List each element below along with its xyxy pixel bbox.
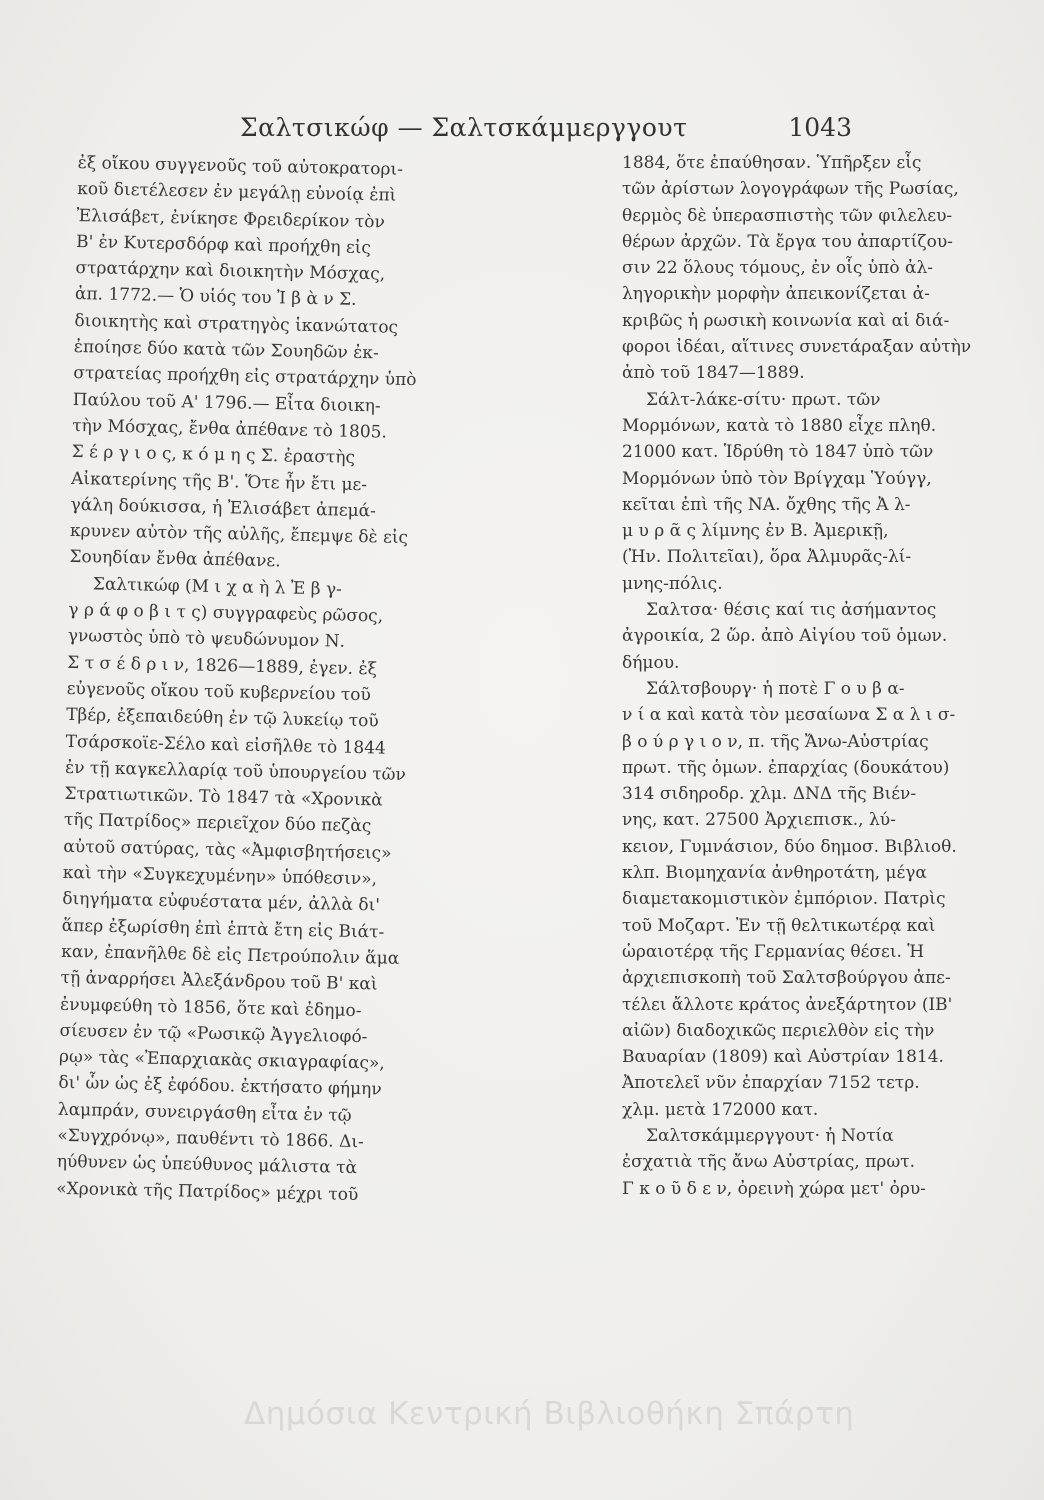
page-number: 1043	[788, 113, 852, 142]
text-line: σιν 22 ὅλους τόμους, ἐν οἷς ὑπὸ ἀλ-	[622, 258, 933, 279]
text-line: Ἀποτελεῖ νῦν ἐπαρχίαν 7152 τετρ.	[622, 1073, 920, 1094]
text-line: πρωτ. τῆς ὁμων. ἐπαρχίας (δουκάτου)	[622, 757, 950, 778]
text-line: γ ρ ά φ ο β ι τ ς) συγγραφεὺς ρῶσος,	[68, 599, 384, 627]
text-line: Μορμόνων, κατὰ τὸ 1880 εἶχε πληθ.	[622, 415, 937, 436]
text-line: Βαυαρίαν (1809) καὶ Αὐστρίαν 1814.	[622, 1047, 944, 1068]
text-line: Τσάρσκοϊε-Σέλο καὶ εἰσῆλθε τὸ 1844	[65, 731, 387, 759]
text-line: ἀρχιεπισκοπὴ τοῦ Σαλτσβούργου ἀπε-	[622, 968, 951, 989]
text-line: β ο ύ ρ γ ι ο ν, π. τῆς Ἄνω-Αὐστρίας	[622, 731, 929, 752]
text-line: Σ έ ρ γ ι ο ς, κ ό μ η ς Σ. ἐραστὴς	[71, 442, 356, 469]
text-line: φοροι ἰδέαι, αἵτινες συνετάραξαν αὐτὴν	[622, 337, 972, 358]
text-line: Μορμόνων ὑπὸ τὸν Βρίγχαμ Ὑούγγ,	[622, 468, 932, 489]
page-title: Σαλτσικώφ — Σαλτσκάμμεργγουτ	[240, 113, 688, 142]
text-line: 21000 κατ. Ἱδρύθη τὸ 1847 ὑπὸ τῶν	[622, 442, 934, 463]
left-column	[56, 150, 446, 1209]
text-line: Σάλτ-λάκε-σίτυ· πρωτ. τῶν	[646, 389, 881, 410]
right-column	[622, 150, 990, 1202]
text-line: γνωστὸς ὑπὸ τὸ ψευδώνυμον Ν.	[67, 626, 346, 653]
text-line: «Χρονικὰ τῆς Πατρίδος» μέχρι τοῦ	[56, 1178, 359, 1205]
text-line: Τβέρ, ἐξεπαιδεύθη ἐν τῷ λυκείῳ τοῦ	[65, 705, 379, 732]
text-line: Γ κ ο ῦ δ ε ν, ὀρεινὴ χώρα μετ' ὀρυ-	[622, 1178, 926, 1199]
text-line: ἀγροικία, 2 ὥρ. ἀπὸ Αἰγίου τοῦ ὁμων.	[622, 626, 948, 647]
text-line: τέλει ἄλλοτε κράτος ἀνεξάρτητον (ΙΒ'	[622, 994, 953, 1015]
text-line: νης, κατ. 27500 Ἀρχιεπισκ., λύ-	[622, 810, 896, 831]
text-line: Αἰκατερίνης τῆς Β'. Ὅτε ἦν ἔτι με-	[70, 468, 368, 495]
text-line: τῶν ἀρίστων λογογράφων τῆς Ρωσίας,	[622, 179, 959, 200]
text-line: κειον, Γυμνάσιον, δύο δημοσ. Βιβλιοθ.	[622, 836, 957, 857]
text-line: 314 σιδηροδρ. χλμ. ΔΝΔ τῆς Βιέν-	[622, 784, 917, 805]
text-line: ἐνυμφεύθη τὸ 1856, ὅτε καὶ ἐδημο-	[59, 994, 362, 1021]
text-line: ηύθυνεν ὡς ὑπεύθυνος μάλιστα τὰ	[56, 1152, 358, 1179]
text-line: ρῳ» τὰς «Ἐπαρχιακὰς σκιαγραφίας»,	[58, 1046, 386, 1074]
text-line: εὐγενοῦς οἴκου τοῦ κυβερνείου τοῦ	[66, 678, 372, 706]
text-line: τοῦ Μοζαρτ. Ἐν τῇ θελτικωτέρᾳ καὶ	[622, 915, 936, 936]
text-line: μ υ ρ ᾶ ς λίμνης ἐν Β. Ἀμερικῇ,	[622, 521, 889, 542]
text-line: τῇ ἀναρρήσει Ἀλεξάνδρου τοῦ Β' καὶ	[60, 968, 378, 995]
text-line: Β' ἐν Κυτερσδόρφ καὶ προήχθη εἰς	[75, 231, 372, 259]
text-line: στρατείας προήχθη εἰς στρατάρχην ὑπὸ	[73, 363, 417, 391]
text-line: Σουηδίαν ἔνθα ἀπέθανε.	[69, 547, 281, 572]
text-line: λαμπράν, συνειργάσθη εἶτα ἐν τῷ	[57, 1099, 352, 1126]
text-line: θερμὸς δὲ ὑπερασπιστὴς τῶν φιλελευ-	[622, 205, 953, 226]
text-line: Παύλου τοῦ Α' 1796.— Εἶτα διοικη-	[72, 389, 381, 417]
library-watermark: Δημόσια Κεντρική Βιβλιοθήκη Σπάρτη	[244, 1396, 855, 1432]
text-line: σίευσεν ἐν τῷ «Ρωσικῷ Ἀγγελιοφό-	[59, 1020, 368, 1048]
text-line: διοικητὴς καὶ στρατηγὸς ἱκανώτατος	[74, 310, 399, 338]
text-line: στρατάρχην καὶ διοικητὴν Μόσχας,	[75, 258, 386, 285]
text-line: χλμ. μετὰ 172000 κατ.	[622, 1099, 819, 1120]
text-line: δήμου.	[622, 652, 680, 673]
text-line: δι' ὧν ὡς ἐξ ἐφόδου. ἐκτήσατο φήμην	[58, 1073, 382, 1100]
text-line: ἐξ οἴκου συγγενοῦς τοῦ αὐτοκρατορι-	[77, 152, 404, 180]
text-line: ἐν τῇ καγκελλαρίᾳ τοῦ ὑπουργείου τῶν	[64, 757, 406, 785]
text-line: κλπ. Βιομηχανία ἀνθηροτάτη, μέγα	[622, 863, 927, 884]
text-line: «Συγχρόνῳ», παυθέντι τὸ 1866. Δι-	[57, 1125, 364, 1153]
text-line: Ἐλισάβετ, ἐνίκησε Φρειδερίκον τὸν	[76, 205, 386, 233]
text-line: καν, ἐπανῆλθε δὲ εἰς Πετρούπολιν ἅμα	[60, 941, 400, 969]
text-line: 1884, ὅτε ἐπαύθησαν. Ὑπῆρξεν εἷς	[622, 153, 922, 173]
text-line: θέρων ἀρχῶν. Τὰ ἔργα του ἀπαρτίζου-	[622, 231, 953, 252]
text-line: καὶ τὴν «Συγκεχυμένην» ὑπόθεσιν»,	[62, 862, 378, 890]
text-line: Σάλτσβουργ· ἡ ποτὲ Γ ο υ β α-	[646, 678, 905, 699]
text-line: Σ τ σ έ δ ρ ι ν, 1826—1889, ἐγεν. ἐξ	[67, 652, 378, 680]
text-line: τῆς Πατρίδος» περιεῖχον δύο πεζὰς	[63, 810, 372, 837]
text-line: (Ἠν. Πολιτεῖαι), ὅρα Ἀλμυρᾶς-λί-	[622, 547, 912, 568]
text-line: ἅπερ ἐξωρίσθη ἐπὶ ἑπτὰ ἔτη εἰς Βιάτ-	[61, 915, 385, 943]
text-line: μνης-πόλις.	[622, 573, 723, 594]
text-line: Σαλτσκάμμεργγουτ· ἡ Νοτία	[646, 1125, 894, 1146]
text-line: ν ί α καὶ κατὰ τὸν μεσαίωνα Σ α λ ι σ-	[622, 705, 956, 726]
text-line: γάλη δούκισσα, ἡ Ἐλισάβετ ἀπεμά-	[70, 494, 377, 522]
text-line: κοῦ διετέλεσεν ἐν μεγάλῃ εὐνοίᾳ ἐπὶ	[76, 179, 397, 206]
text-line: διαμετακομιστικὸν ἐμπόριον. Πατρὶς	[622, 889, 946, 910]
text-line: ὡραιοτέρᾳ τῆς Γερμανίας θέσει. Ἡ	[622, 941, 925, 962]
text-line: ἀπ. 1772.— Ὁ υἱός του Ἰ β ὰ ν Σ.	[74, 284, 357, 311]
text-line: ἐποίησε δύο κατὰ τῶν Σουηδῶν ἐκ-	[73, 337, 379, 364]
text-line: κεῖται ἐπὶ τῆς ΝΑ. ὄχθης τῆς Ἀ λ-	[622, 494, 911, 515]
text-line: ἀπὸ τοῦ 1847—1889.	[622, 363, 805, 384]
text-line: αἰῶν) διαδοχικῶς περιελθὸν εἰς τὴν	[622, 1020, 935, 1041]
text-line: ληγορικὴν μορφὴν ἀπεικονίζεται ἀ-	[622, 284, 930, 305]
text-line: ἐσχατιὰ τῆς ἄνω Αὐστρίας, πρωτ.	[622, 1152, 915, 1173]
text-line: διηγήματα εὐφυέστατα μέν, ἀλλὰ δι'	[62, 889, 381, 916]
text-line: κριβῶς ἡ ρωσικὴ κοινωνία καὶ αἱ διά-	[622, 310, 950, 331]
text-line: Στρατιωτικῶν. Τὸ 1847 τὰ «Χρονικὰ	[64, 783, 383, 811]
text-line: Σαλτικώφ (Μ ι χ α ὴ λ Ἐ β γ-	[92, 574, 343, 600]
text-line: τὴν Μόσχας, ἔνθα ἀπέθανε τὸ 1805.	[72, 415, 388, 443]
text-line: Σαλτσα· θέσις καί τις ἀσήμαντος	[646, 600, 937, 621]
text-line: κρυνεν αὐτὸν τῆς αὐλῆς, ἔπεμψε δὲ εἰς	[69, 521, 409, 549]
text-line: αὐτοῦ σατύρας, τὰς «Ἀμφισβητήσεις»	[63, 836, 392, 864]
